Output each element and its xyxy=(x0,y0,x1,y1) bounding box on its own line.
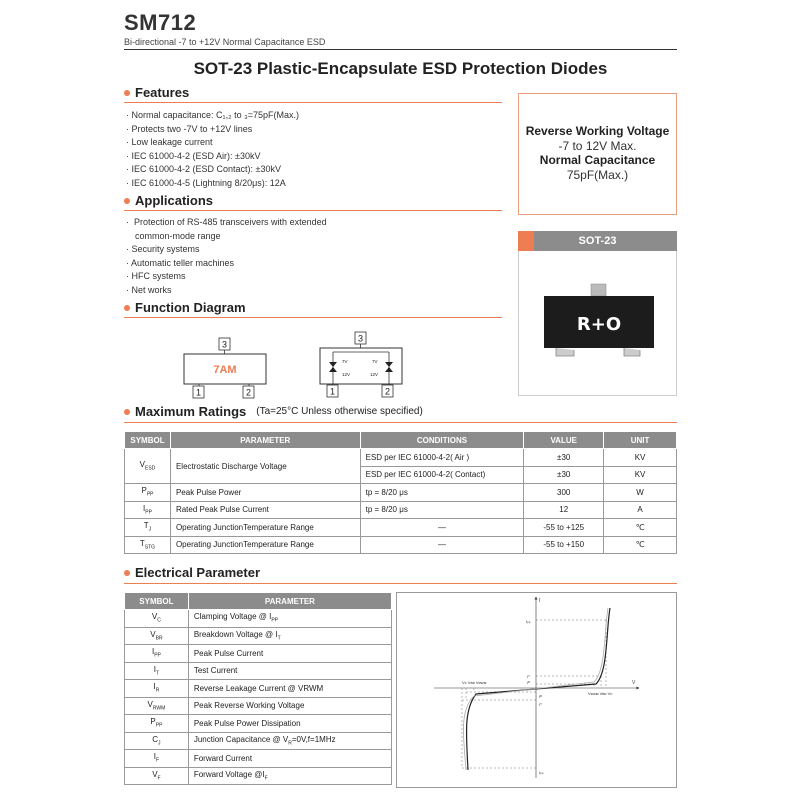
schematic xyxy=(320,332,402,397)
table-row: $I_F$ Forward Current xyxy=(125,750,392,768)
svg-text:Vʀᴡᴍ Vʙʀ Vᴄ: Vʀᴡᴍ Vʙʀ Vᴄ xyxy=(588,691,613,696)
part-subtitle: Bi-directional -7 to +12V Normal Capacitance ESD xyxy=(124,37,326,47)
table-row: $P_{PP}$ Peak Pulse Power tp = 8/20 μs 300 W xyxy=(125,484,677,502)
svg-text:Iᵀ: Iᵀ xyxy=(539,702,542,707)
max-ratings-heading: Maximum Ratings (Ta=25°C Unless otherwise specified) xyxy=(124,404,423,419)
col-header: SYMBOL xyxy=(125,593,189,610)
svg-text:12V: 12V xyxy=(370,372,379,377)
applications-list xyxy=(126,216,327,297)
pin1-label: 1 xyxy=(329,386,336,397)
list-item: · Low leakage current xyxy=(126,137,213,147)
spec-value: -7 to 12V Max. xyxy=(558,139,637,153)
function-diagram-svg xyxy=(170,330,420,400)
function-diagram-heading: Function Diagram xyxy=(124,300,246,315)
features-heading: Features xyxy=(124,85,189,100)
spec-label: Reverse Working Voltage xyxy=(525,124,670,138)
section-bullet-icon xyxy=(124,198,130,204)
list-item: · Normal capacitance: C₁,₂ to ₃=75pF(Max.) xyxy=(126,110,300,120)
iv-curve xyxy=(466,608,613,770)
electrical-table xyxy=(124,592,392,785)
header-divider xyxy=(124,49,677,50)
svg-text:V: V xyxy=(632,680,636,686)
pin2-label: 2 xyxy=(245,387,252,398)
marking-package xyxy=(184,338,266,398)
col-header: UNIT xyxy=(604,432,677,449)
package-header-accent xyxy=(518,231,534,251)
list-item: · HFC systems xyxy=(126,271,186,281)
electrical-heading: Electrical Parameter xyxy=(124,565,260,580)
features-rule xyxy=(124,102,502,103)
col-header: PARAMETER xyxy=(188,593,391,610)
table-row: $T_J$ Operating JunctionTemperature Range — -55 to +125 ℃ xyxy=(125,519,677,537)
col-header: CONDITIONS xyxy=(360,432,524,449)
section-bullet-icon xyxy=(124,409,130,415)
list-item: · Protection of RS-485 transceivers with extended xyxy=(126,217,327,227)
svg-text:Iᴿ: Iᴿ xyxy=(539,694,542,699)
applications-heading: Applications xyxy=(124,193,213,208)
key-specs-box xyxy=(518,93,677,215)
col-header: PARAMETER xyxy=(170,432,360,449)
applications-rule xyxy=(124,210,502,211)
spec-label: Normal Capacitance xyxy=(539,153,656,167)
list-item: common-mode range xyxy=(135,230,221,241)
svg-text:Iₚₚ: Iₚₚ xyxy=(526,619,531,624)
section-bullet-icon xyxy=(124,570,130,576)
part-number-title: SM712 xyxy=(124,10,197,35)
table-row: $C_J$ Junction Capacitance @ $V_R=0V,f=1MHz$ xyxy=(125,732,392,750)
electrical-rule xyxy=(124,583,677,584)
spec-value: 75pF(Max.) xyxy=(566,168,629,182)
table-row: $V_{BR}$ Breakdown Voltage @ $I_T$ xyxy=(125,627,392,645)
pin3-label: 3 xyxy=(357,333,364,344)
svg-text:7V: 7V xyxy=(342,359,348,364)
list-item: · Security systems xyxy=(126,244,200,254)
list-item: · IEC 61000-4-2 (ESD Air): ±30kV xyxy=(126,150,261,161)
document-heading: SOT-23 Plastic-Encapsulate ESD Protection Diodes xyxy=(193,59,608,78)
function-diagram-rule xyxy=(124,317,502,318)
svg-text:I: I xyxy=(539,598,541,604)
table-row: $I_R$ Reverse Leakage Current @ VRWM xyxy=(125,680,392,698)
package-header: SOT-23 xyxy=(518,231,677,251)
col-header: SYMBOL xyxy=(125,432,171,449)
max-ratings-table xyxy=(124,431,677,554)
table-row: $V_{ESD}$ Electrostatic Discharge Voltage ESD per IEC 61000-4-2( Air ) ±30 KV xyxy=(125,449,677,467)
list-item: · Automatic teller machines xyxy=(126,257,235,268)
table-row: $T_{STG}$ Operating JunctionTemperature Range — -55 to +150 ℃ xyxy=(125,536,677,554)
pin1-label: 1 xyxy=(195,387,202,398)
pin3-label: 3 xyxy=(221,339,228,350)
list-item: · IEC 61000-4-5 (Lightning 8/20μs): 12A xyxy=(126,177,286,188)
max-ratings-note: (Ta=25°C Unless otherwise specified) xyxy=(256,406,423,417)
table-row: $I_{PP}$ Peak Pulse Current xyxy=(125,645,392,663)
svg-text:Iᵀ: Iᵀ xyxy=(527,674,530,679)
svg-text:7V: 7V xyxy=(372,359,378,364)
svg-text:Vᴄ Vʙʀ Vʀᴡᴍ: Vᴄ Vʙʀ Vʀᴡᴍ xyxy=(462,680,487,685)
svg-text:Iₚₚ: Iₚₚ xyxy=(539,770,544,775)
guide-lines xyxy=(462,620,606,768)
section-bullet-icon xyxy=(124,305,130,311)
iv-curve-diagram xyxy=(396,592,677,788)
table-row: $V_{RWM}$ Peak Reverse Working Voltage xyxy=(125,697,392,715)
table-row: $V_C$ Clamping Voltage @ $I_{PP}$ xyxy=(125,610,392,628)
sot23-package-icon xyxy=(540,280,660,370)
table-row: $P_{PP}$ Peak Pulse Power Dissipation xyxy=(125,715,392,733)
section-bullet-icon xyxy=(124,90,130,96)
table-row: $I_T$ Test Current xyxy=(125,662,392,680)
features-list xyxy=(126,109,299,190)
pin2-label: 2 xyxy=(384,386,391,397)
col-header: VALUE xyxy=(524,432,604,449)
table-row: ESD per IEC 61000-4-2( Contact) ±30 KV xyxy=(125,466,677,484)
device-marking: 7AM xyxy=(213,364,237,376)
list-item: · Net works xyxy=(126,284,172,295)
list-item: · IEC 61000-4-2 (ESD Contact): ±30kV xyxy=(126,164,282,174)
package-marking: R+O xyxy=(576,314,622,335)
svg-text:12V: 12V xyxy=(342,372,351,377)
max-ratings-rule xyxy=(124,422,677,423)
table-row: $I_{PP}$ Rated Peak Pulse Current tp = 8/20 μs 12 A xyxy=(125,501,677,519)
table-row: $V_F$ Forward Voltage $@I_F$ xyxy=(125,767,392,785)
svg-text:Iᴿ: Iᴿ xyxy=(527,680,530,685)
list-item: · Protects two -7V to +12V lines xyxy=(126,123,253,134)
